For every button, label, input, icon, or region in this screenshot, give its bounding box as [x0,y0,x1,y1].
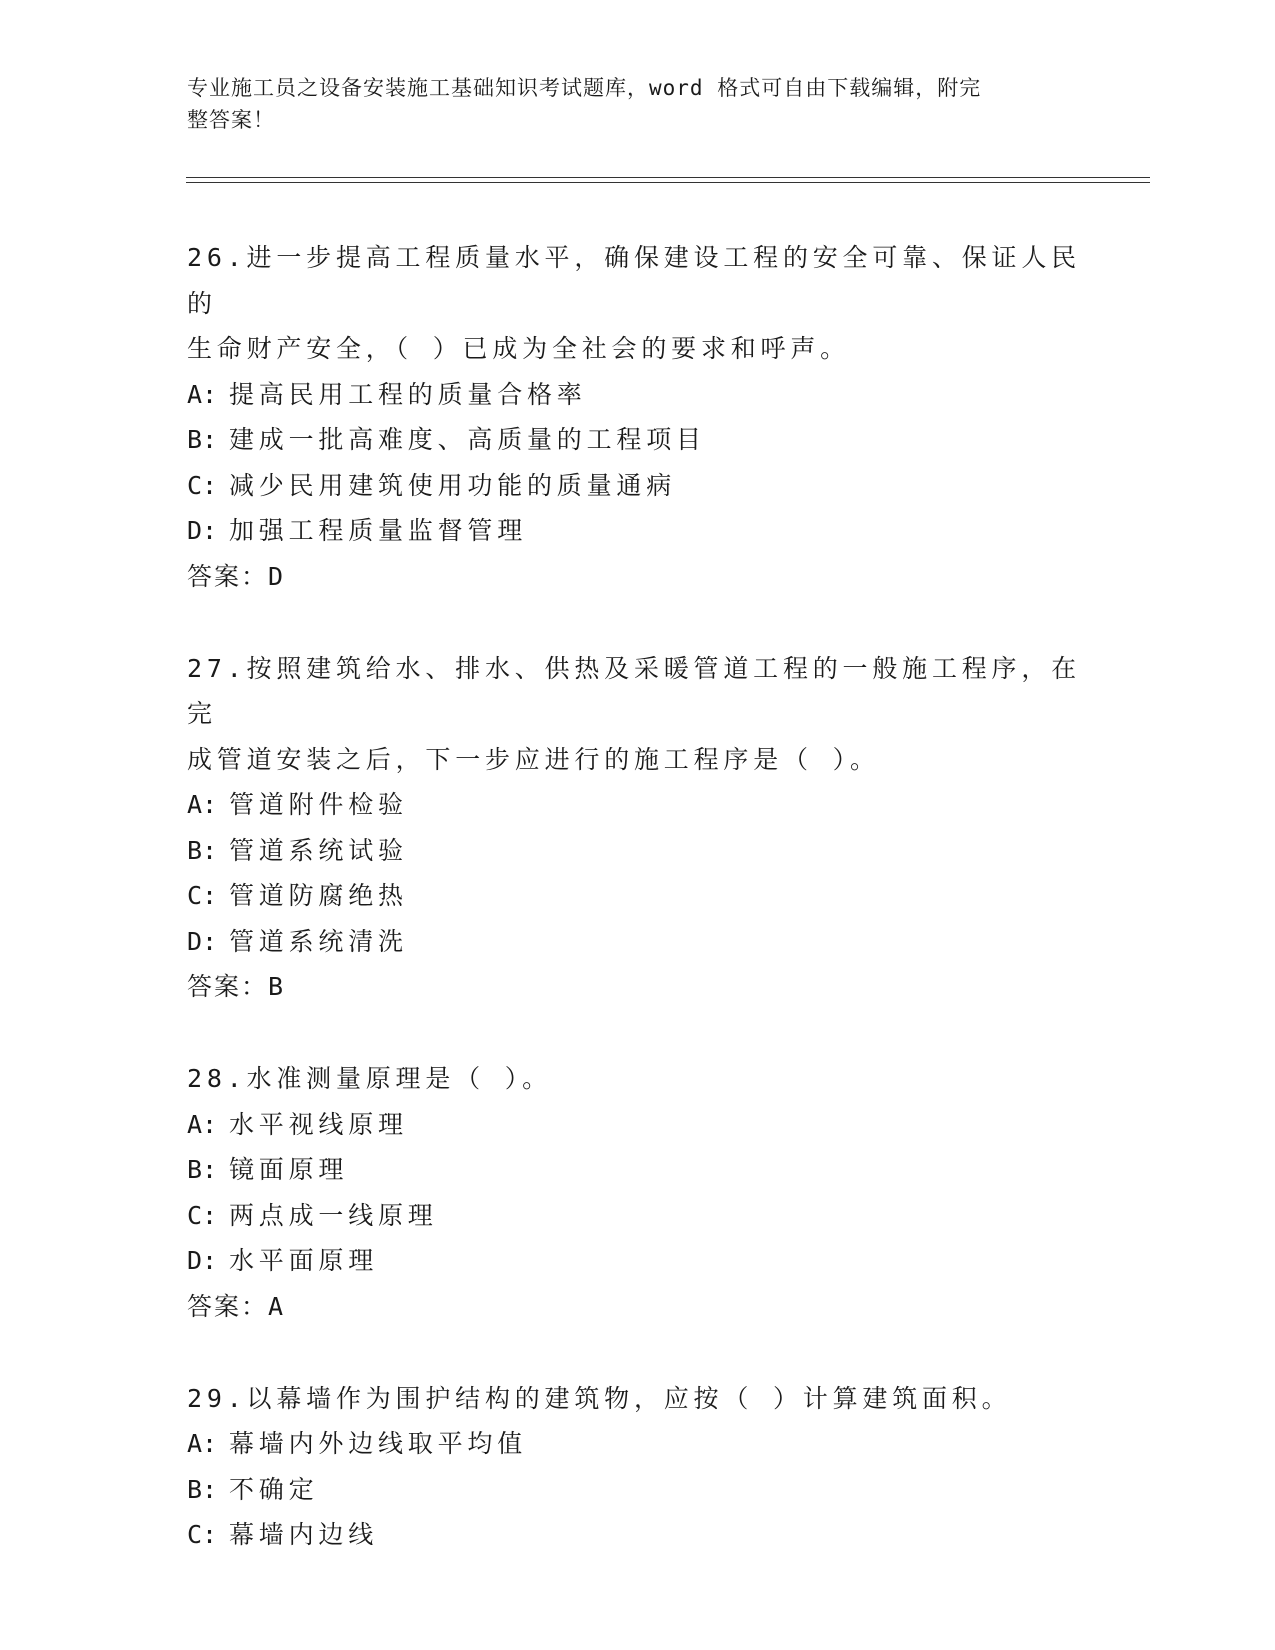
option-text: 水平面原理 [229,1246,379,1275]
option-c [187,1193,1087,1239]
option-key: A: [187,1429,218,1458]
option-text: 幕墙内外边线取平均值 [229,1429,528,1458]
option-d [187,1238,1087,1284]
header-divider-bottom [186,182,1150,183]
option-b [187,1147,1087,1193]
option-c [187,1512,1087,1558]
option-key: D: [187,516,218,545]
option-key: D: [187,926,218,956]
question-27 [187,646,1087,1011]
option-key: A: [187,379,218,409]
option-text: 不确定 [229,1474,319,1504]
question-stem: 28.水准测量原理是（ ）。 [187,1064,552,1093]
answer-line: 答案：B [187,972,286,1001]
header-line-2: 整答案！ [187,108,275,132]
header-divider-top [186,177,1150,178]
option-key: B: [187,425,218,454]
option-text: 管道防腐绝热 [229,881,408,910]
document-header [187,72,1067,136]
header-line-1: 专业施工员之设备安装施工基础知识考试题库，word 格式可自由下载编辑，附完 [187,76,982,100]
question-stem-continued: 生命财产安全，（ ）已成为全社会的要求和呼声。 [187,334,850,363]
option-d [187,508,1087,554]
question-29 [187,1376,1087,1558]
question-26 [187,235,1087,600]
option-key: A: [187,790,218,819]
question-list [187,235,1087,1604]
option-a [187,1421,1087,1467]
option-a [187,782,1087,828]
option-a [187,372,1087,418]
option-text: 加强工程质量监督管理 [229,516,528,545]
question-stem: 27.按照建筑给水、排水、供热及采暖管道工程的一般施工程序，在完 [187,653,1081,728]
option-b [187,1467,1087,1513]
option-b [187,417,1087,463]
option-key: B: [187,1155,218,1184]
option-key: A: [187,1109,218,1139]
option-key: C: [187,1200,218,1230]
option-key: C: [187,881,218,910]
option-text: 两点成一线原理 [229,1200,438,1230]
question-28 [187,1056,1087,1330]
option-text: 幕墙内边线 [229,1520,379,1549]
answer-line: 答案：D [187,561,286,591]
option-c [187,463,1087,509]
option-key: C: [187,470,218,500]
option-b [187,828,1087,874]
answer-line: 答案：A [187,1291,286,1321]
option-c [187,873,1087,919]
option-a [187,1102,1087,1148]
option-text: 建成一批高难度、高质量的工程项目 [229,425,706,454]
question-stem-continued: 成管道安装之后，下一步应进行的施工程序是（ ）。 [187,744,880,774]
question-stem: 26.进一步提高工程质量水平，确保建设工程的安全可靠、保证人民的 [187,243,1081,318]
option-text: 减少民用建筑使用功能的质量通病 [229,470,677,500]
option-text: 镜面原理 [229,1155,349,1184]
option-text: 管道附件检验 [229,790,408,819]
option-key: B: [187,835,218,865]
option-key: B: [187,1474,218,1504]
option-text: 水平视线原理 [229,1109,408,1139]
option-text: 提高民用工程的质量合格率 [229,379,587,409]
option-text: 管道系统清洗 [229,926,408,956]
option-text: 管道系统试验 [229,835,408,865]
option-d [187,919,1087,965]
question-stem: 29.以幕墙作为围护结构的建筑物，应按（ ）计算建筑面积。 [187,1383,1012,1413]
option-key: C: [187,1520,218,1549]
option-key: D: [187,1246,218,1275]
